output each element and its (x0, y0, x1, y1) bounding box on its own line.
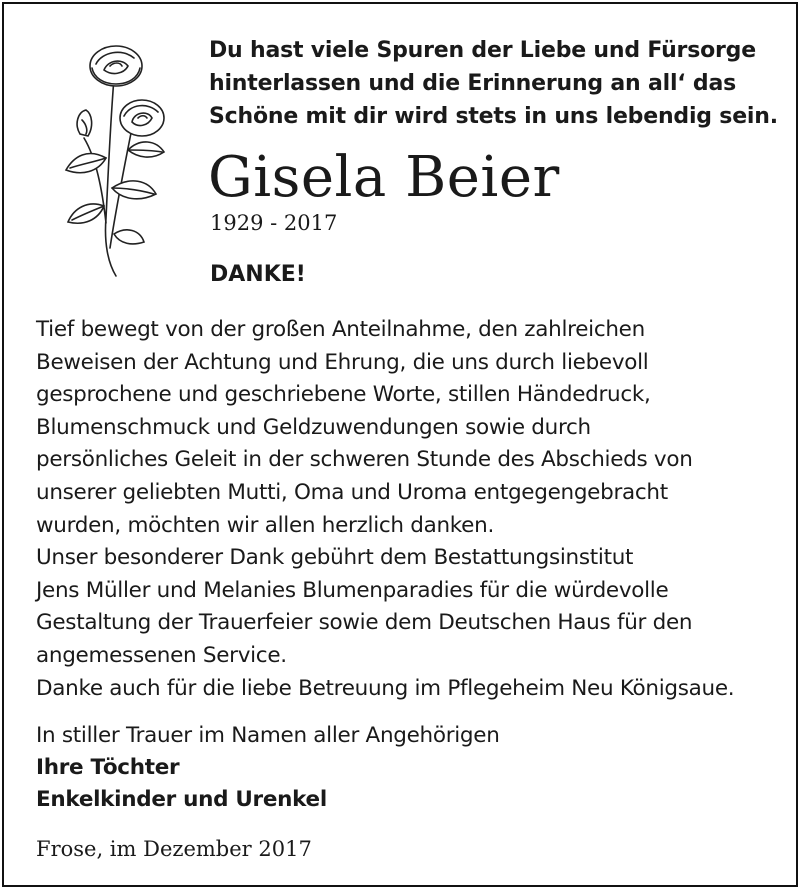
signature-intro: In stiller Trauer im Namen aller Angehörigen (36, 723, 500, 748)
signature-block (36, 720, 500, 816)
body-line: Gestaltung der Trauerfeier sowie dem Deutschen Haus für den (36, 610, 693, 636)
life-years: 1929 - 2017 (210, 211, 338, 235)
body-line: persönliches Geleit in der schweren Stunde des Abschieds von (36, 447, 693, 473)
body-line: unserer geliebten Mutti, Oma und Uroma entgegengebracht (36, 479, 668, 505)
body-line: wurden, möchten wir allen herzlich danken. (36, 512, 494, 538)
deceased-name: Gisela Beier (208, 145, 560, 210)
thanks-heading: DANKE! (210, 262, 306, 287)
body-line: Jens Müller und Melanies Blumenparadies für die würdevolle (36, 577, 669, 603)
body-line: Blumenschmuck und Geldzuwendungen sowie durch (36, 414, 591, 440)
body-line: Tief bewegt von der großen Anteilnahme, den zahlreichen (36, 317, 645, 342)
body-line: Danke auch für die liebe Betreuung im Pflegeheim Neu Königsaue. (36, 675, 735, 701)
verse-line: hinterlassen und die Erinnerung an all‘ das (209, 71, 737, 96)
verse-line: Schöne mit dir wird stets in uns lebendig sein. (209, 104, 778, 129)
signature-grandchildren: Enkelkinder und Urenkel (36, 787, 327, 812)
body-line: gesprochene und geschriebene Worte, stillen Händedruck, (36, 382, 651, 408)
signature-daughters: Ihre Töchter (36, 755, 180, 780)
rose-icon (44, 38, 174, 278)
body-line: Beweisen der Achtung und Ehrung, die uns durch liebevoll (36, 349, 649, 375)
verse (209, 34, 789, 133)
verse-line: Du hast viele Spuren der Liebe und Fürsorge (209, 38, 756, 63)
body-line: Unser besonderer Dank gebührt dem Bestattungsinstitut (36, 545, 634, 571)
place-date: Frose, im Dezember 2017 (36, 837, 312, 861)
body-line: angemessenen Service. (36, 642, 287, 668)
thanks-body (36, 314, 786, 705)
obituary-notice (2, 2, 798, 887)
